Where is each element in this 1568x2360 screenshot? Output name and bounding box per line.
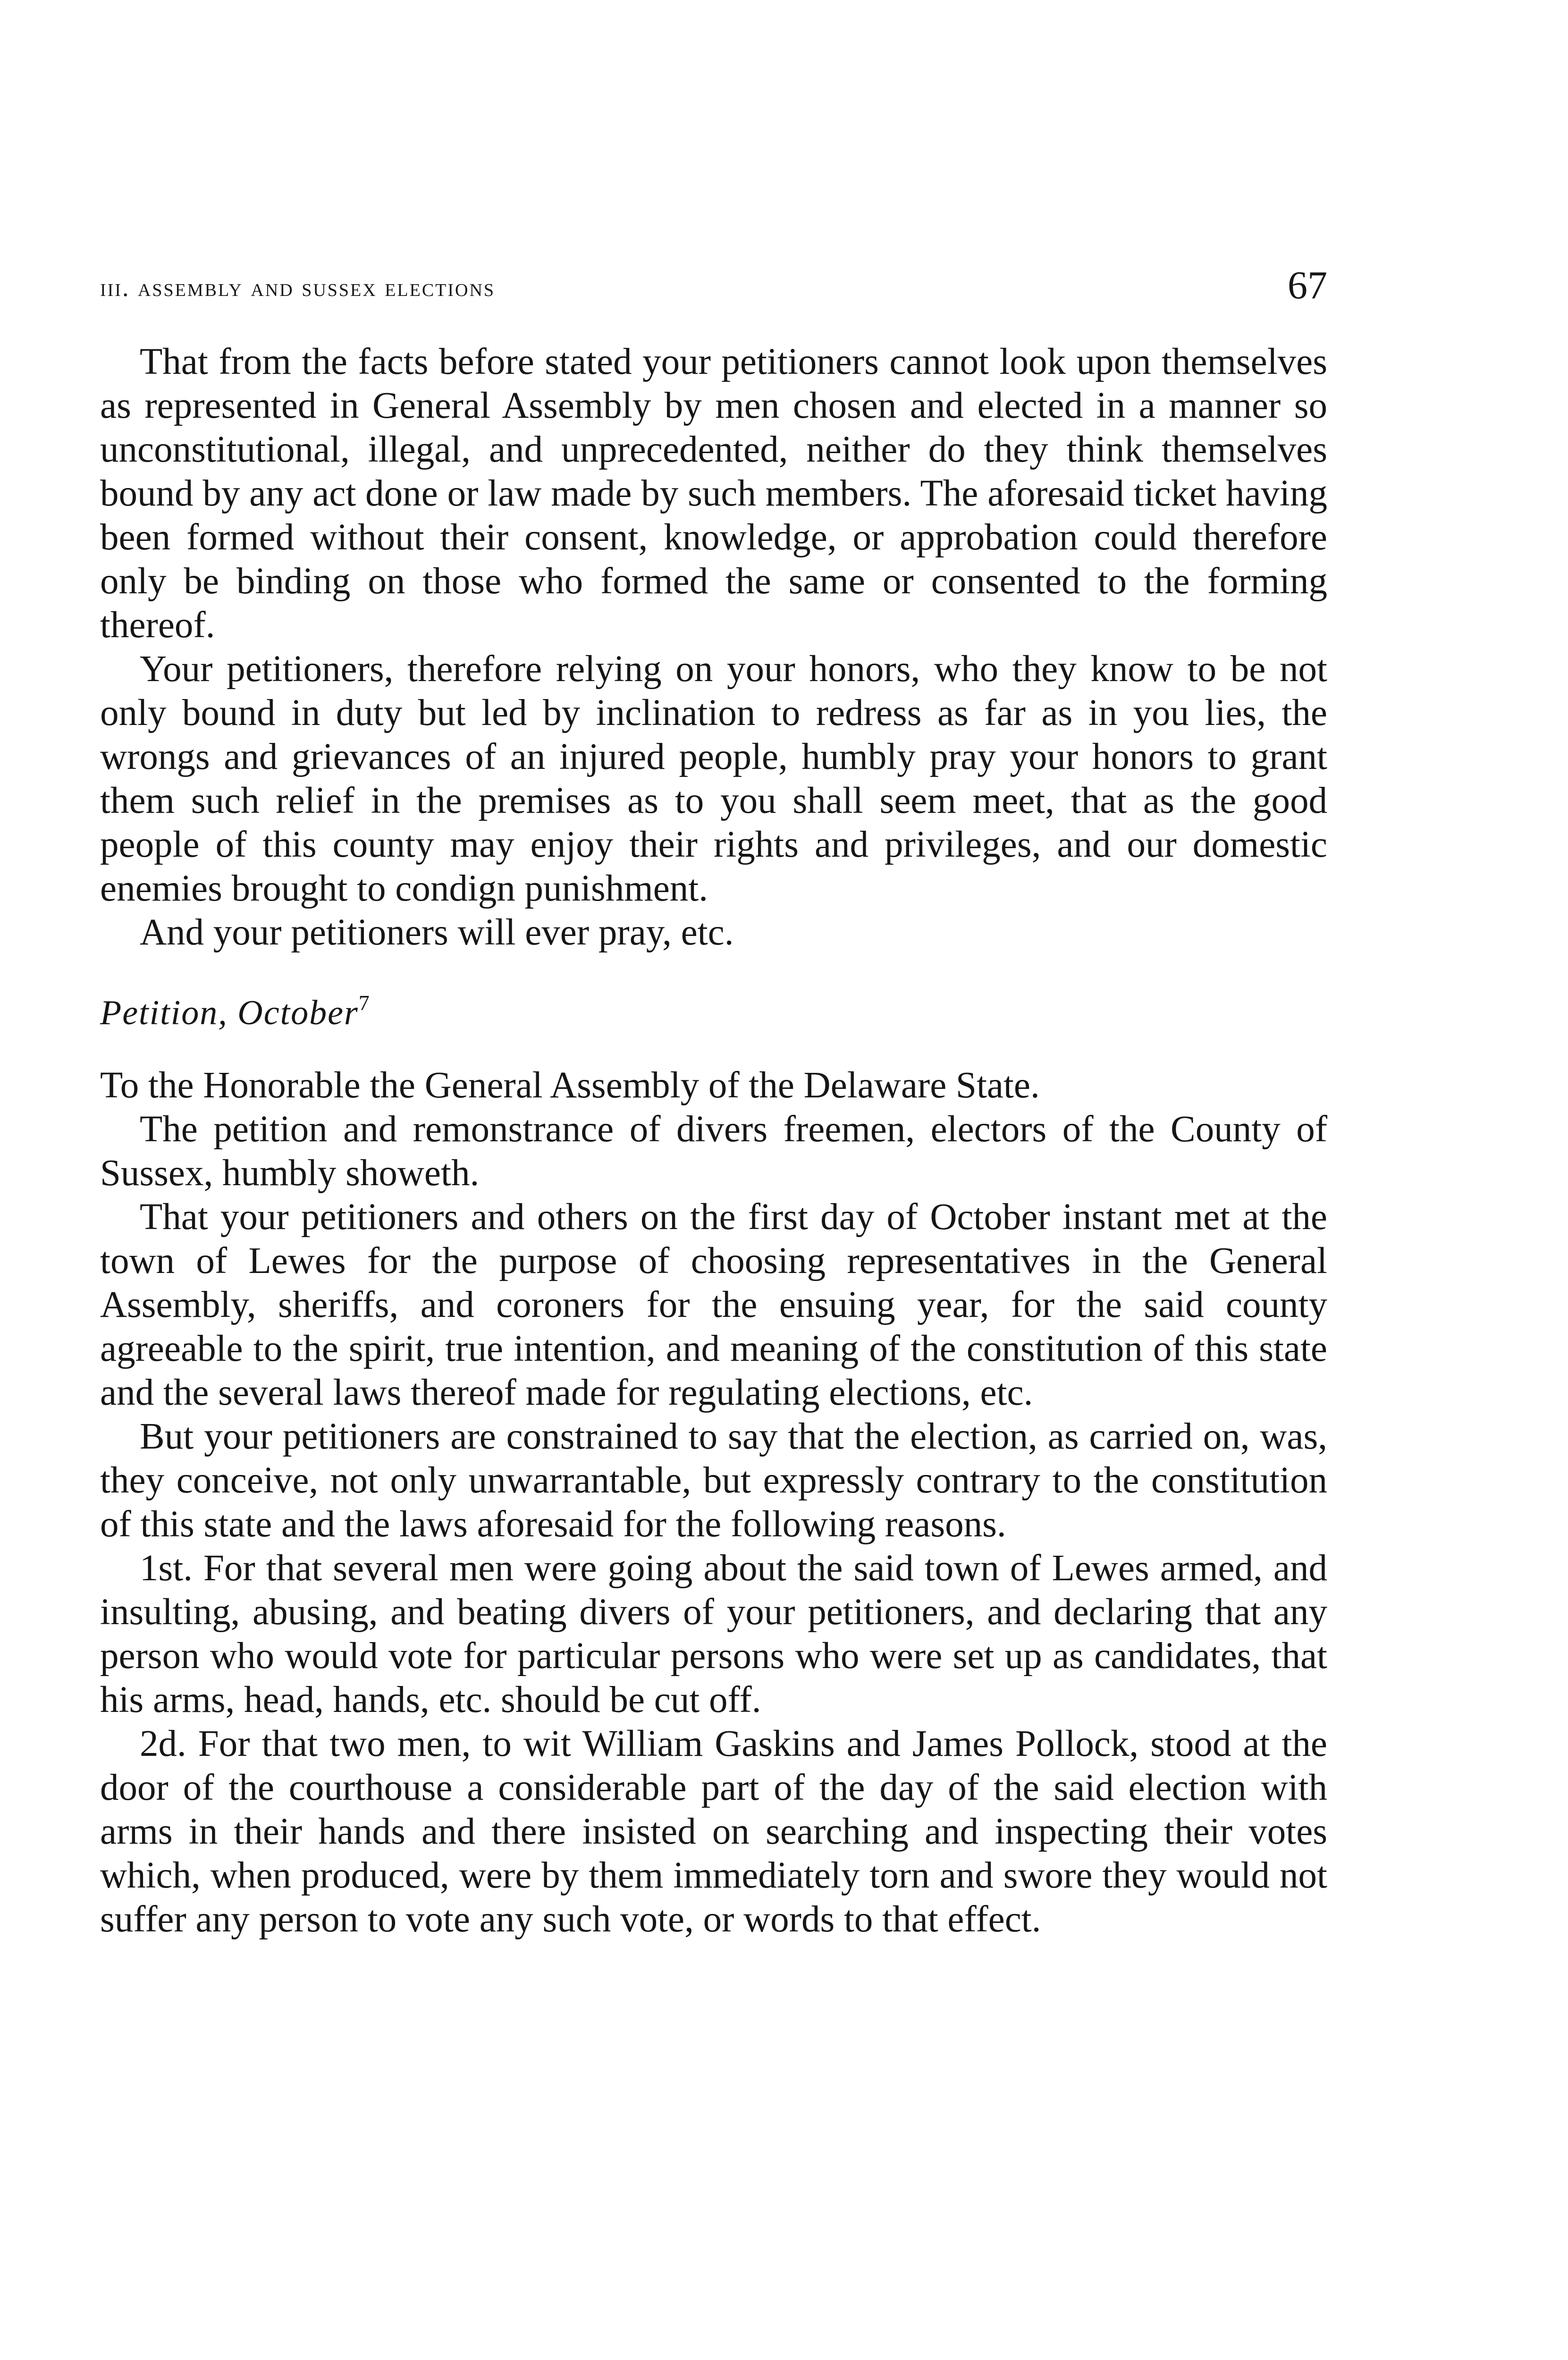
section-heading xyxy=(100,991,1327,1035)
paragraph-prayer-for-relief: Your petitioners, therefore relying on your honors, who they know to be not only bound in duty but led by inclination to redress as far as in you lies, the wrongs and grievances of an injured people, humbly pray your honors to grant them such relief in the premises as to you shall seem meet, that as the good people of this county may enjoy their rights and privileges, and our domestic enemies brought to condign punishment. xyxy=(100,649,1327,909)
petition-address: To the Honorable the General Assembly of the Delaware State. xyxy=(100,1065,1040,1106)
footnote-reference: 7 xyxy=(358,991,371,1015)
paragraph-closing: And your petitioners will ever pray, etc. xyxy=(140,912,734,953)
section-heading-text: Petition, October xyxy=(100,994,359,1032)
running-head xyxy=(100,262,1327,305)
paragraph-constrained: But your petitioners are constrained to say that the election, as carried on, was, they conceive, not only unwarrantable, but expressly contrary to the constitution of this state and the laws aforesaid for the following reasons. xyxy=(100,1416,1327,1545)
paragraph-petition-intro: The petition and remonstrance of divers freemen, electors of the County of Sussex, humbly showeth. xyxy=(100,1109,1327,1194)
running-head-title: iii. assembly and sussex elections xyxy=(100,273,496,302)
paragraph-election-meeting: That your petitioners and others on the first day of October instant met at the town of Lewes for the purpose of choosing representatives in the General Assembly, sheriffs, and coroners for the ensuing year, for the said county agreeable to the spirit, true intention, and meaning of the constitution of this state and the several laws thereof made for regulating elections, etc. xyxy=(100,1197,1327,1413)
paragraph-reason-second: 2d. For that two men, to wit William Gaskins and James Pollock, stood at the door of the courthouse a considerable part of the day of the said election with arms in their hands and there insisted on searching and inspecting their votes which, when produced, were by them immediately torn and swore they would not suffer any person to vote any such vote, or words to that effect. xyxy=(100,1723,1327,1940)
page-number: 67 xyxy=(1288,263,1327,307)
paragraph-representation: That from the facts before stated your petitioners cannot look upon themselves as represented in General Assembly by men chosen and elected in a manner so unconstitutional, illegal, and unprecedented, neither do they think themselves bound by any act done or law made by such members. The aforesaid ticket having been formed without their consent, knowledge, or approbation could therefore only be binding on those who formed the same or consented to the forming thereof. xyxy=(100,341,1327,646)
paragraph-reason-first: 1st. For that several men were going about the said town of Lewes armed, and insulting, abusing, and beating divers of your petitioners, and declaring that any person who would vote for particular persons who were set up as candidates, that his arms, head, hands, etc. should be cut off. xyxy=(100,1548,1327,1720)
body-text xyxy=(100,340,1327,1941)
